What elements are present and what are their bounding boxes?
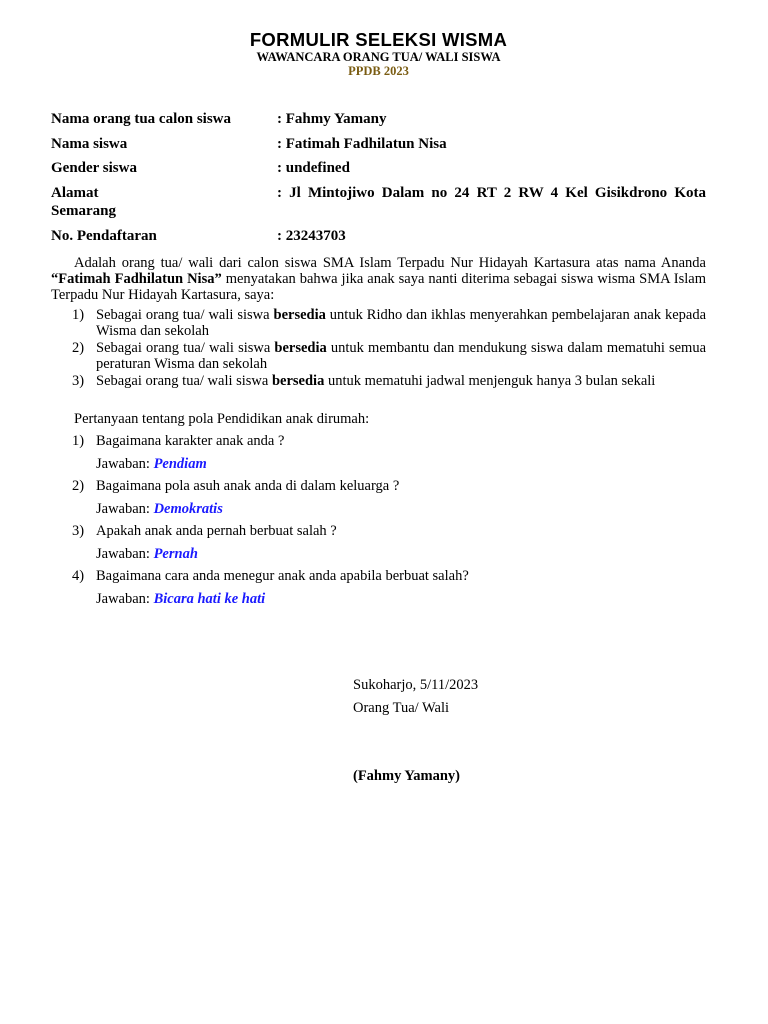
- answer-value: Pernah: [153, 545, 198, 562]
- signer-name: (Fahmy Yamany): [353, 768, 461, 784]
- text-segment: untuk Ridho dan ikhlas menyerahkan pembelajaran anak kepada Wisma dan sekolah: [96, 306, 706, 339]
- identity-fields: [51, 110, 706, 245]
- statement-intro: Adalah orang tua/ wali dari calon siswa SMA Islam Terpadu Nur Hidayah Kartasura atas nama Ananda: [74, 254, 706, 271]
- list-item: [51, 373, 706, 389]
- question-number: 1): [72, 432, 85, 449]
- field-parent-name: [51, 110, 706, 128]
- form-title: FORMULIR SELEKSI WISMA: [249, 29, 508, 50]
- question-item: [51, 433, 706, 449]
- commitment-list: [51, 307, 706, 389]
- question-number: 3): [72, 522, 85, 539]
- signature-block: [353, 677, 478, 784]
- address-continuation: Semarang: [51, 202, 116, 219]
- answer-value: Bicara hati ke hati: [153, 590, 266, 607]
- list-number: 2): [72, 339, 85, 356]
- answer-value: Demokratis: [153, 500, 223, 517]
- answer-prefix: Jawaban:: [96, 545, 154, 562]
- text-segment: Sebagai orang tua/ wali siswa: [96, 306, 274, 323]
- list-item: [51, 307, 706, 339]
- field-student-name: [51, 135, 706, 153]
- list-item: [51, 340, 706, 372]
- answer-line: [51, 591, 706, 607]
- statement-outro: menyatakan bahwa jika anak saya nanti diterima sebagai siswa wisma SMA Islam Terpadu Nur Hidayah Kartasura, saya:: [51, 270, 706, 303]
- field-label: Nama siswa: [51, 135, 128, 152]
- ppdb-label: PPDB 2023: [348, 64, 409, 78]
- field-registration-number: [51, 227, 706, 245]
- list-text: [96, 373, 706, 389]
- bold-segment: bersedia: [271, 372, 325, 389]
- answer-prefix: Jawaban:: [96, 590, 154, 607]
- student-quote: “Fatimah Fadhilatun Nisa”: [51, 270, 222, 287]
- question-item: [51, 478, 706, 494]
- answer-line: [51, 546, 706, 562]
- question-text: Bagaimana pola asuh anak anda di dalam keluarga ?: [96, 477, 400, 494]
- signer-role: Orang Tua/ Wali: [353, 700, 450, 716]
- list-text: [96, 340, 706, 372]
- field-address: [51, 184, 706, 202]
- field-label: No. Pendaftaran: [51, 227, 157, 244]
- field-value: : 23243703: [277, 227, 346, 244]
- list-number: 1): [72, 306, 85, 323]
- field-value: : Jl Mintojiwo Dalam no 24 RT 2 RW 4 Kel Gisikdrono Kota: [277, 184, 706, 201]
- field-value: : Fahmy Yamany: [277, 111, 387, 127]
- answer-value: Pendiam: [153, 455, 207, 472]
- list-number: 3): [72, 372, 85, 389]
- question-number: 4): [72, 567, 85, 584]
- field-label: Nama orang tua calon siswa: [51, 111, 232, 127]
- field-value: : Fatimah Fadhilatun Nisa: [277, 135, 447, 152]
- bold-segment: bersedia: [273, 306, 326, 323]
- answer-prefix: Jawaban:: [96, 455, 154, 472]
- form-subtitle: WAWANCARA ORANG TUA/ WALI SISWA: [256, 50, 501, 64]
- question-item: [51, 568, 706, 584]
- answer-prefix: Jawaban:: [96, 500, 154, 517]
- list-text: [96, 307, 706, 339]
- text-segment: Sebagai orang tua/ wali siswa: [96, 372, 272, 389]
- text-segment: Sebagai orang tua/ wali siswa: [96, 339, 275, 356]
- place-date: Sukoharjo, 5/11/2023: [353, 677, 479, 693]
- field-value: : undefined: [277, 160, 350, 176]
- questions-heading: Pertanyaan tentang pola Pendidikan anak dirumah:: [74, 410, 370, 427]
- text-segment: untuk membantu dan mendukung siswa dalam mematuhi semua peraturan Wisma dan sekolah: [96, 339, 707, 372]
- field-gender: [51, 159, 706, 177]
- question-text: Apakah anak anda pernah berbuat salah ?: [96, 522, 337, 539]
- document-page: [51, 30, 706, 607]
- field-label: Gender siswa: [51, 160, 137, 176]
- answer-line: [51, 501, 706, 517]
- answer-line: [51, 456, 706, 472]
- question-item: [51, 523, 706, 539]
- field-label: Alamat: [51, 184, 99, 201]
- statement-paragraph: [51, 255, 706, 303]
- question-text: Bagaimana cara anda menegur anak anda apabila berbuat salah?: [96, 567, 469, 584]
- text-segment: untuk mematuhi jadwal menjenguk hanya 3 bulan sekali: [324, 372, 656, 389]
- question-text: Bagaimana karakter anak anda ?: [96, 432, 285, 449]
- question-number: 2): [72, 477, 85, 494]
- bold-segment: bersedia: [274, 339, 327, 356]
